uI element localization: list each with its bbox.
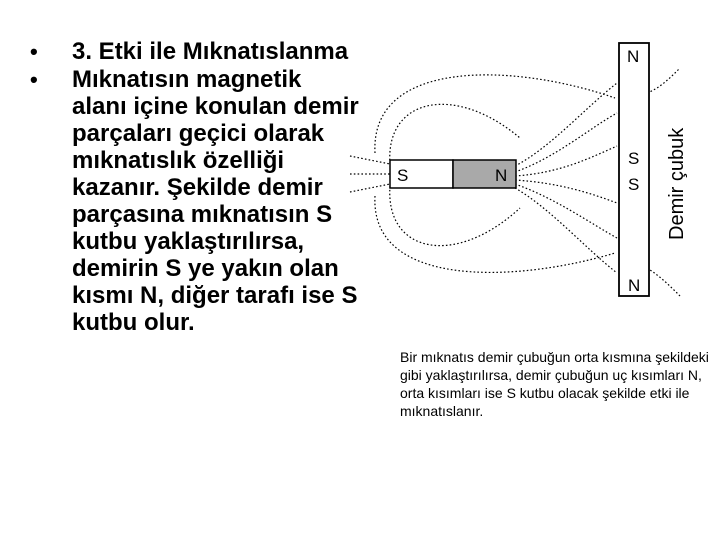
field-line (647, 268, 680, 296)
field-line (350, 156, 390, 164)
rod-caption: Demir çubuk (666, 127, 688, 240)
field-line (515, 113, 617, 172)
field-line (375, 196, 615, 272)
field-line (515, 180, 617, 203)
iron-rod (619, 43, 649, 296)
field-line (350, 184, 390, 192)
field-line (515, 184, 617, 238)
rod-top-label: N (627, 47, 640, 66)
magnet-n-label: N (495, 166, 508, 185)
magnet-s-label: S (397, 166, 409, 185)
figure-caption: Bir mıknatıs demir çubuğun orta kısmına şekildeki gibi yaklaştırılırsa, demir çubuğun uç kısımları N, orta kısımları ise S kutbu olacak şekilde etki ile mıknatıslanır. (400, 349, 709, 419)
bullet-marker: • (30, 39, 38, 64)
rod-bottom-label: N (628, 276, 641, 295)
bullet-list (30, 38, 360, 337)
field-line (515, 83, 617, 166)
field-line (390, 186, 520, 246)
rod-mid-label-1: S (628, 149, 640, 168)
field-line (647, 68, 680, 93)
bullet-text-title: 3. Etki ile Mıknatıslanma (72, 38, 349, 65)
magnet-iron-rod-diagram (345, 38, 695, 308)
bullet-marker: • (30, 67, 38, 92)
field-line (515, 188, 617, 273)
field-line (515, 146, 617, 176)
bullet-item-title (30, 38, 360, 65)
bullet-item-description (30, 66, 360, 336)
rod-mid-label-2: S (628, 175, 640, 194)
field-line (390, 104, 520, 164)
field-line (375, 75, 615, 153)
bullet-text-description: Mıknatısın magnetik alanı içine konulan demir parçaları geçici olarak mıknatıslık özelliği kazanır. Şekilde demir parçasına mıknatısın S kutbu yaklaştırılırsa, demirin S ye yakın olan kısmı N, diğer tarafı ise S kutbu olur. (72, 66, 359, 336)
